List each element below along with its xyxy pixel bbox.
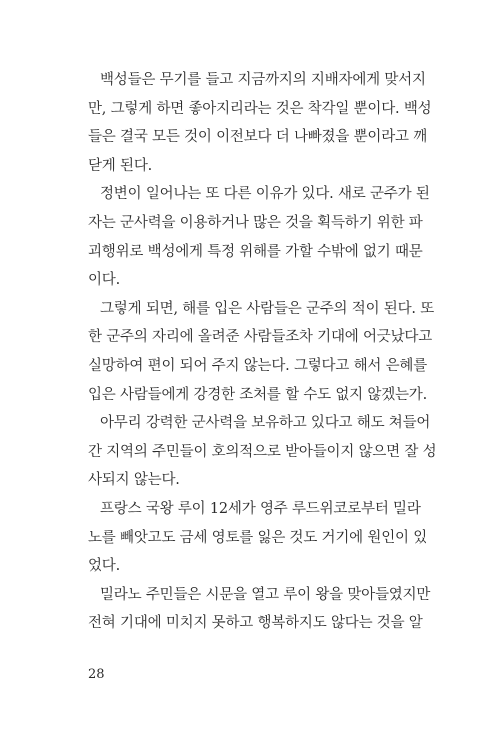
text-line: 괴행위로 백성에게 특정 위해를 가할 수밖에 없기 때문 (88, 243, 423, 260)
text-line: 만, 그렇게 하면 좋아지리라는 것은 착각일 뿐이다. 백성 (88, 100, 432, 117)
text-line: 한 군주의 자리에 올려준 사람들조차 기대에 어긋났다고 (88, 329, 433, 346)
text-line: 었다. (88, 558, 121, 575)
paragraph-6 (88, 581, 431, 638)
paragraph-3 (88, 295, 435, 409)
text-line: 백성들은 무기를 들고 지금까지의 지배자에게 맞서지 (100, 72, 426, 88)
text-line: 사되지 않는다. (88, 472, 180, 489)
paragraph-2 (88, 180, 430, 294)
page-number: 28 (88, 667, 105, 682)
text-line: 정변이 일어나는 또 다른 이유가 있다. 새로 군주가 된 (100, 186, 430, 203)
text-line: 들은 결국 모든 것이 이전보다 더 나빠졌을 뿐이라고 깨 (88, 129, 428, 146)
paragraph-4 (88, 409, 437, 495)
body-text (88, 66, 437, 638)
text-line: 간 지역의 주민들이 호의적으로 받아들이지 않으면 잘 성 (88, 443, 437, 460)
text-line: 전혀 기대에 미치지 못하고 행복하지도 않다는 것을 알 (88, 615, 423, 632)
text-line: 닫게 된다. (88, 157, 153, 174)
text-line: 자는 군사력을 이용하거나 많은 것을 획득하기 위한 파 (88, 214, 423, 231)
text-line: 노를 빼앗고도 금세 영토를 잃은 것도 거기에 원인이 있 (88, 529, 428, 546)
text-line: 그렇게 되면, 해를 입은 사람들은 군주의 적이 된다. 또 (100, 300, 435, 317)
text-line: 실망하여 편이 되어 주지 않는다. 그렇다고 해서 은혜를 (88, 357, 428, 374)
text-line: 밀라노 주민들은 시문을 열고 루이 왕을 맞아들였지만 (100, 586, 431, 603)
text-line: 입은 사람들에게 강경한 조처를 할 수도 없지 않겠는가. (88, 386, 428, 403)
text-line: 프랑스 국왕 루이 12세가 영주 루드위코로부터 밀라 (100, 500, 421, 517)
text-line: 아무리 강력한 군사력을 보유하고 있다고 해도 쳐들어 (100, 415, 431, 432)
text-line: 이다. (88, 272, 121, 289)
paragraph-1 (88, 66, 432, 180)
paragraph-5 (88, 495, 428, 581)
